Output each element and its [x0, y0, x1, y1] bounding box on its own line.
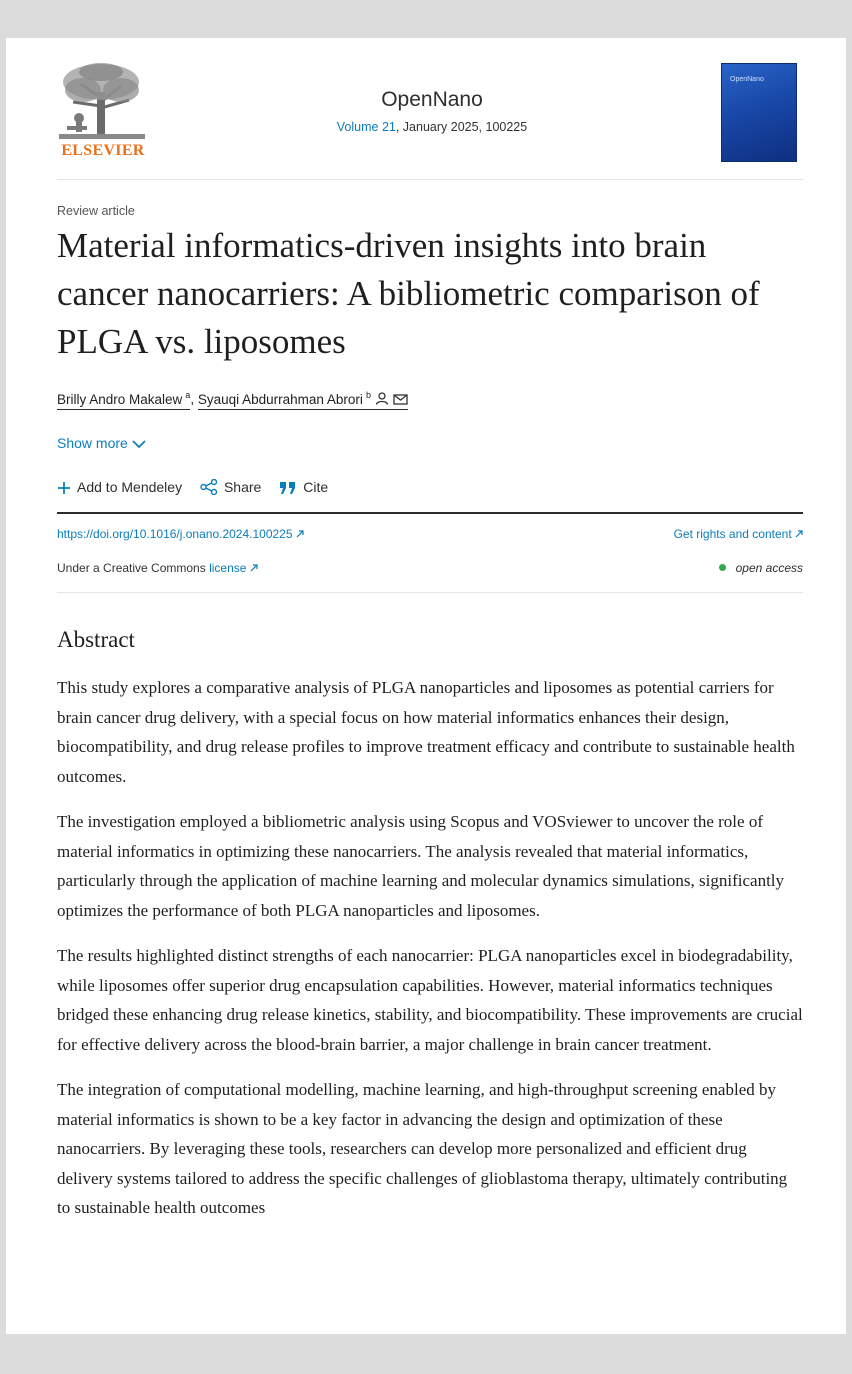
author-affiliation-marker: a: [185, 390, 191, 400]
journal-name[interactable]: OpenNano: [381, 88, 483, 111]
open-access-dot-icon: [719, 564, 726, 571]
author-icons: [375, 392, 408, 408]
header-divider: [57, 179, 803, 180]
volume-link[interactable]: Volume 21: [336, 120, 396, 134]
abstract-paragraph: The results highlighted distinct strengths of each nanocarrier: PLGA nanoparticles excel in biodegradability, while liposomes offer superior drug encapsulation capabilities. However, material informatics techniques bridged these enhancing drug release kinetics, stability, and biocompatibility. These improvements are crucial for effective delivery across the blood-brain barrier, a major challenge in brain cancer treatment.: [57, 946, 803, 1054]
quote-icon: [279, 481, 297, 495]
article-actions: [57, 479, 342, 495]
abstract-paragraph: The integration of computational modelling, machine learning, and high-throughput screening enabled by material informatics is shown to be a key factor in advancing the design and optimization of these nanocarriers. By leveraging these tools, researchers can develop more personalized and efficient drug delivery systems tailored to address the specific challenges of glioblastoma therapy, ultimately contributing to sustainable health outcomes: [57, 1080, 788, 1217]
get-rights-link[interactable]: [674, 527, 803, 541]
abstract-body: [57, 673, 803, 1239]
abstract-paragraph: The investigation employed a bibliometric analysis using Scopus and VOSviewer to uncover the role of material informatics in optimizing these nanocarriers. The analysis revealed that material informatics, particularly through the application of machine learning and molecular dynamics simulations, significantly optimizes the performance of both PLGA nanoparticles and liposomes.: [57, 812, 785, 920]
journal-cover-image[interactable]: [721, 63, 797, 162]
license-row: [57, 561, 803, 575]
author-link[interactable]: [57, 392, 190, 410]
show-more-button[interactable]: [57, 435, 146, 451]
cover-title: OpenNano: [730, 76, 764, 83]
cite-button[interactable]: [279, 479, 328, 495]
author-name: Brilly Andro Makalew: [57, 391, 183, 407]
journal-issue-info: [237, 120, 627, 134]
article-links-row: [57, 527, 803, 541]
author-link[interactable]: [198, 392, 408, 410]
add-to-mendeley-button[interactable]: [57, 479, 182, 495]
abstract-paragraph: This study explores a comparative analysis of PLGA nanoparticles and liposomes as potential carriers for brain cancer drug delivery, with a special focus on how material informatics enhances their design, biocompatibility, and drug release profiles to improve treatment efficacy and contribute to sustainable health outcomes.: [57, 678, 795, 786]
actions-divider: [57, 512, 803, 514]
license-link[interactable]: [209, 561, 258, 575]
open-access-label: open access: [735, 561, 803, 575]
envelope-icon: [393, 394, 408, 405]
share-icon: [200, 479, 218, 495]
abstract-heading: Abstract: [57, 627, 135, 652]
share-button[interactable]: [200, 479, 261, 495]
article-page: [6, 38, 846, 1334]
publisher-wordmark: ELSEVIER: [61, 142, 145, 159]
metadata-divider: [57, 592, 803, 593]
elsevier-logo[interactable]: [57, 60, 149, 162]
author-list: Brilly Andro Makalew $^a$, Syauqi Abdurrahman Abrori $^b$: [57, 390, 408, 408]
add-to-mendeley-label: Add to Mendeley: [77, 479, 183, 495]
elsevier-tree-icon: [59, 62, 145, 140]
license-link-text: license: [209, 561, 247, 575]
doi-text: https://doi.org/10.1016/j.onano.2024.100225: [57, 527, 293, 541]
external-link-icon: [250, 564, 258, 572]
doi-link[interactable]: [57, 527, 304, 541]
plus-icon: [57, 481, 71, 495]
share-label: Share: [223, 479, 262, 495]
license-prefix: Under a Creative Commons: [57, 561, 210, 575]
author-affiliation-marker: b: [365, 390, 371, 400]
author-name: Syauqi Abdurrahman Abrori: [197, 391, 363, 407]
cite-label: Cite: [303, 479, 329, 495]
show-more-label: Show more: [57, 435, 128, 451]
article-title: Material informatics-driven insights into brain cancer nanocarriers: A bibliometric comparison of PLGA vs. liposomes: [57, 226, 760, 361]
article-type: Review article: [57, 204, 135, 218]
open-access-badge: [719, 561, 803, 575]
external-link-icon: [296, 530, 304, 538]
issue-details: , January 2025, 100225: [395, 120, 528, 134]
journal-info: [237, 88, 627, 134]
external-link-icon: [795, 530, 803, 538]
get-rights-text: Get rights and content: [673, 527, 792, 541]
person-icon: [375, 392, 389, 405]
chevron-down-icon: [132, 440, 146, 449]
